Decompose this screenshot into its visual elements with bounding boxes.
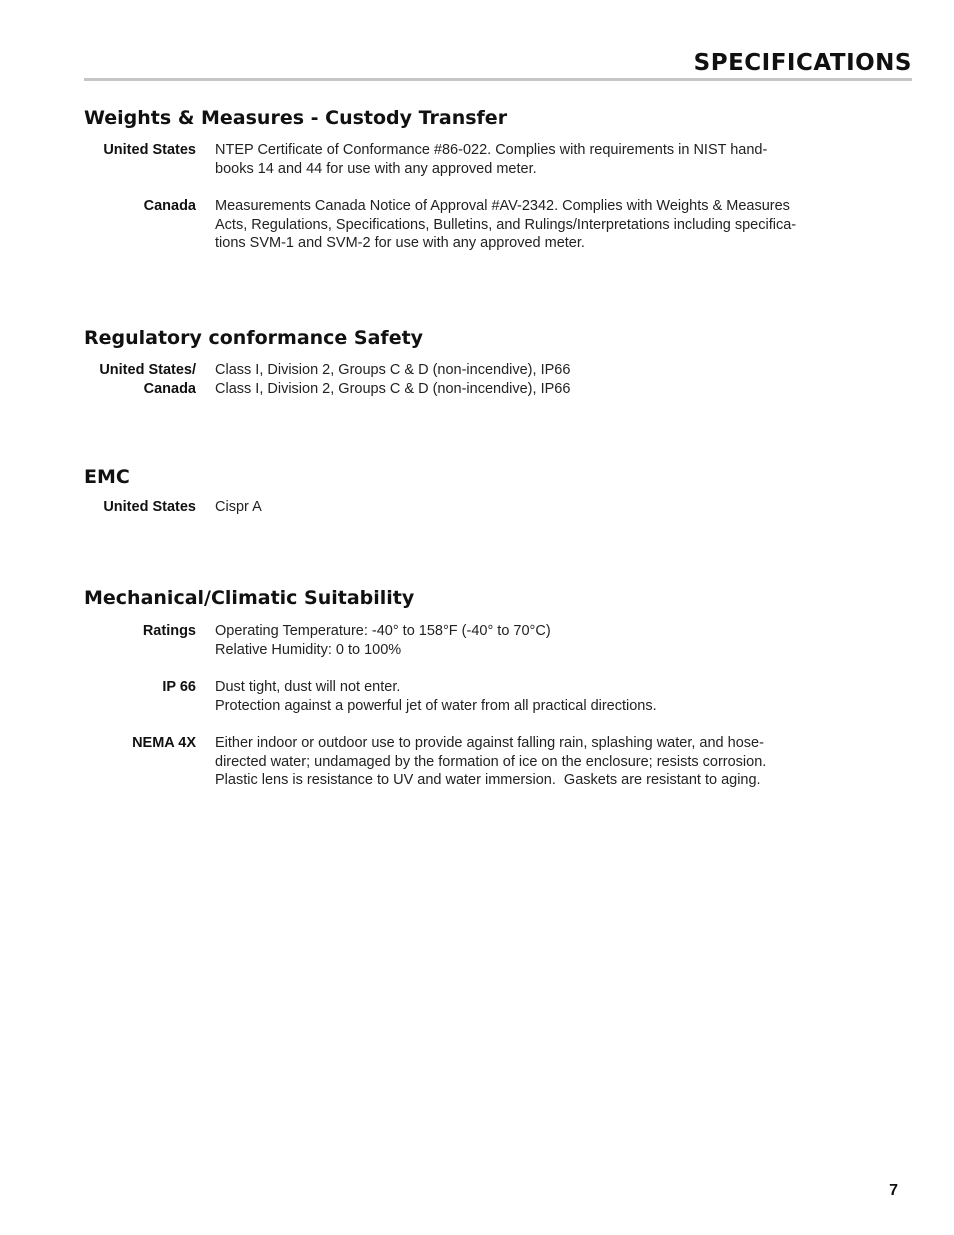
spec-value-line: Acts, Regulations, Specifications, Bulletins, and Rulings/Interpretations including specifica-: [215, 216, 797, 233]
spec-value: [215, 197, 855, 253]
spec-label-line: Canada: [143, 381, 196, 397]
page-header: [84, 48, 912, 81]
spec-value-line: Class I, Division 2, Groups C & D (non-incendive), IP66: [215, 380, 571, 397]
spec-value-line: Protection against a powerful jet of water from all practical directions.: [215, 697, 657, 714]
spec-value-line: Operating Temperature: -40° to 158°F (-40° to 70°C): [215, 623, 551, 639]
spec-label-line: Ratings: [142, 623, 196, 639]
spec-label-line: United States: [103, 499, 196, 515]
spec-label-line: United States/: [99, 362, 196, 378]
spec-label-line: NEMA 4X: [132, 735, 196, 751]
spec-value-line: Cispr A: [215, 499, 262, 515]
spec-value-line: Either indoor or outdoor use to provide against falling rain, splashing water, and hose-: [215, 735, 764, 751]
spec-value: [215, 361, 855, 398]
spec-value-line: Class I, Division 2, Groups C & D (non-incendive), IP66: [215, 362, 571, 378]
spec-value: [215, 498, 855, 517]
spec-value: [215, 678, 855, 715]
spec-value-line: books 14 and 44 for use with any approved meter.: [215, 160, 537, 177]
spec-value-line: Dust tight, dust will not enter.: [215, 679, 401, 695]
spec-value: [215, 734, 855, 790]
page-number: 7: [889, 1182, 898, 1199]
section-heading-mechanical-climatic: Mechanical/Climatic Suitability: [84, 587, 415, 609]
spec-label: [162, 678, 196, 697]
spec-label: [99, 361, 196, 399]
page-title: SPECIFICATIONS: [693, 50, 912, 76]
spec-label-line: IP 66: [162, 679, 196, 695]
spec-label: [132, 734, 196, 753]
spec-value-line: Measurements Canada Notice of Approval #AV-2342. Complies with Weights & Measures: [215, 198, 790, 214]
section-heading-weights-measures: Weights & Measures - Custody Transfer: [84, 107, 508, 129]
spec-label: [103, 141, 196, 160]
spec-value-line: NTEP Certificate of Conformance #86-022. Complies with requirements in NIST hand-: [215, 142, 768, 158]
spec-value-line: Relative Humidity: 0 to 100%: [215, 641, 402, 658]
spec-label-line: United States: [103, 142, 196, 158]
spec-value-line: Plastic lens is resistance to UV and water immersion. Gaskets are resistant to aging.: [215, 772, 761, 789]
spec-value-line: tions SVM-1 and SVM-2 for use with any approved meter.: [215, 235, 585, 252]
spec-label: [143, 622, 196, 641]
spec-value: [215, 141, 855, 178]
spec-label: [144, 197, 196, 216]
section-heading-regulatory-safety: Regulatory conformance Safety: [84, 327, 424, 349]
section-heading-emc: EMC: [84, 466, 130, 488]
spec-label-line: Canada: [143, 198, 196, 214]
spec-label: [103, 498, 196, 517]
spec-value: [215, 622, 855, 659]
spec-value-line: directed water; undamaged by the formation of ice on the enclosure; resists corrosion.: [215, 753, 767, 770]
